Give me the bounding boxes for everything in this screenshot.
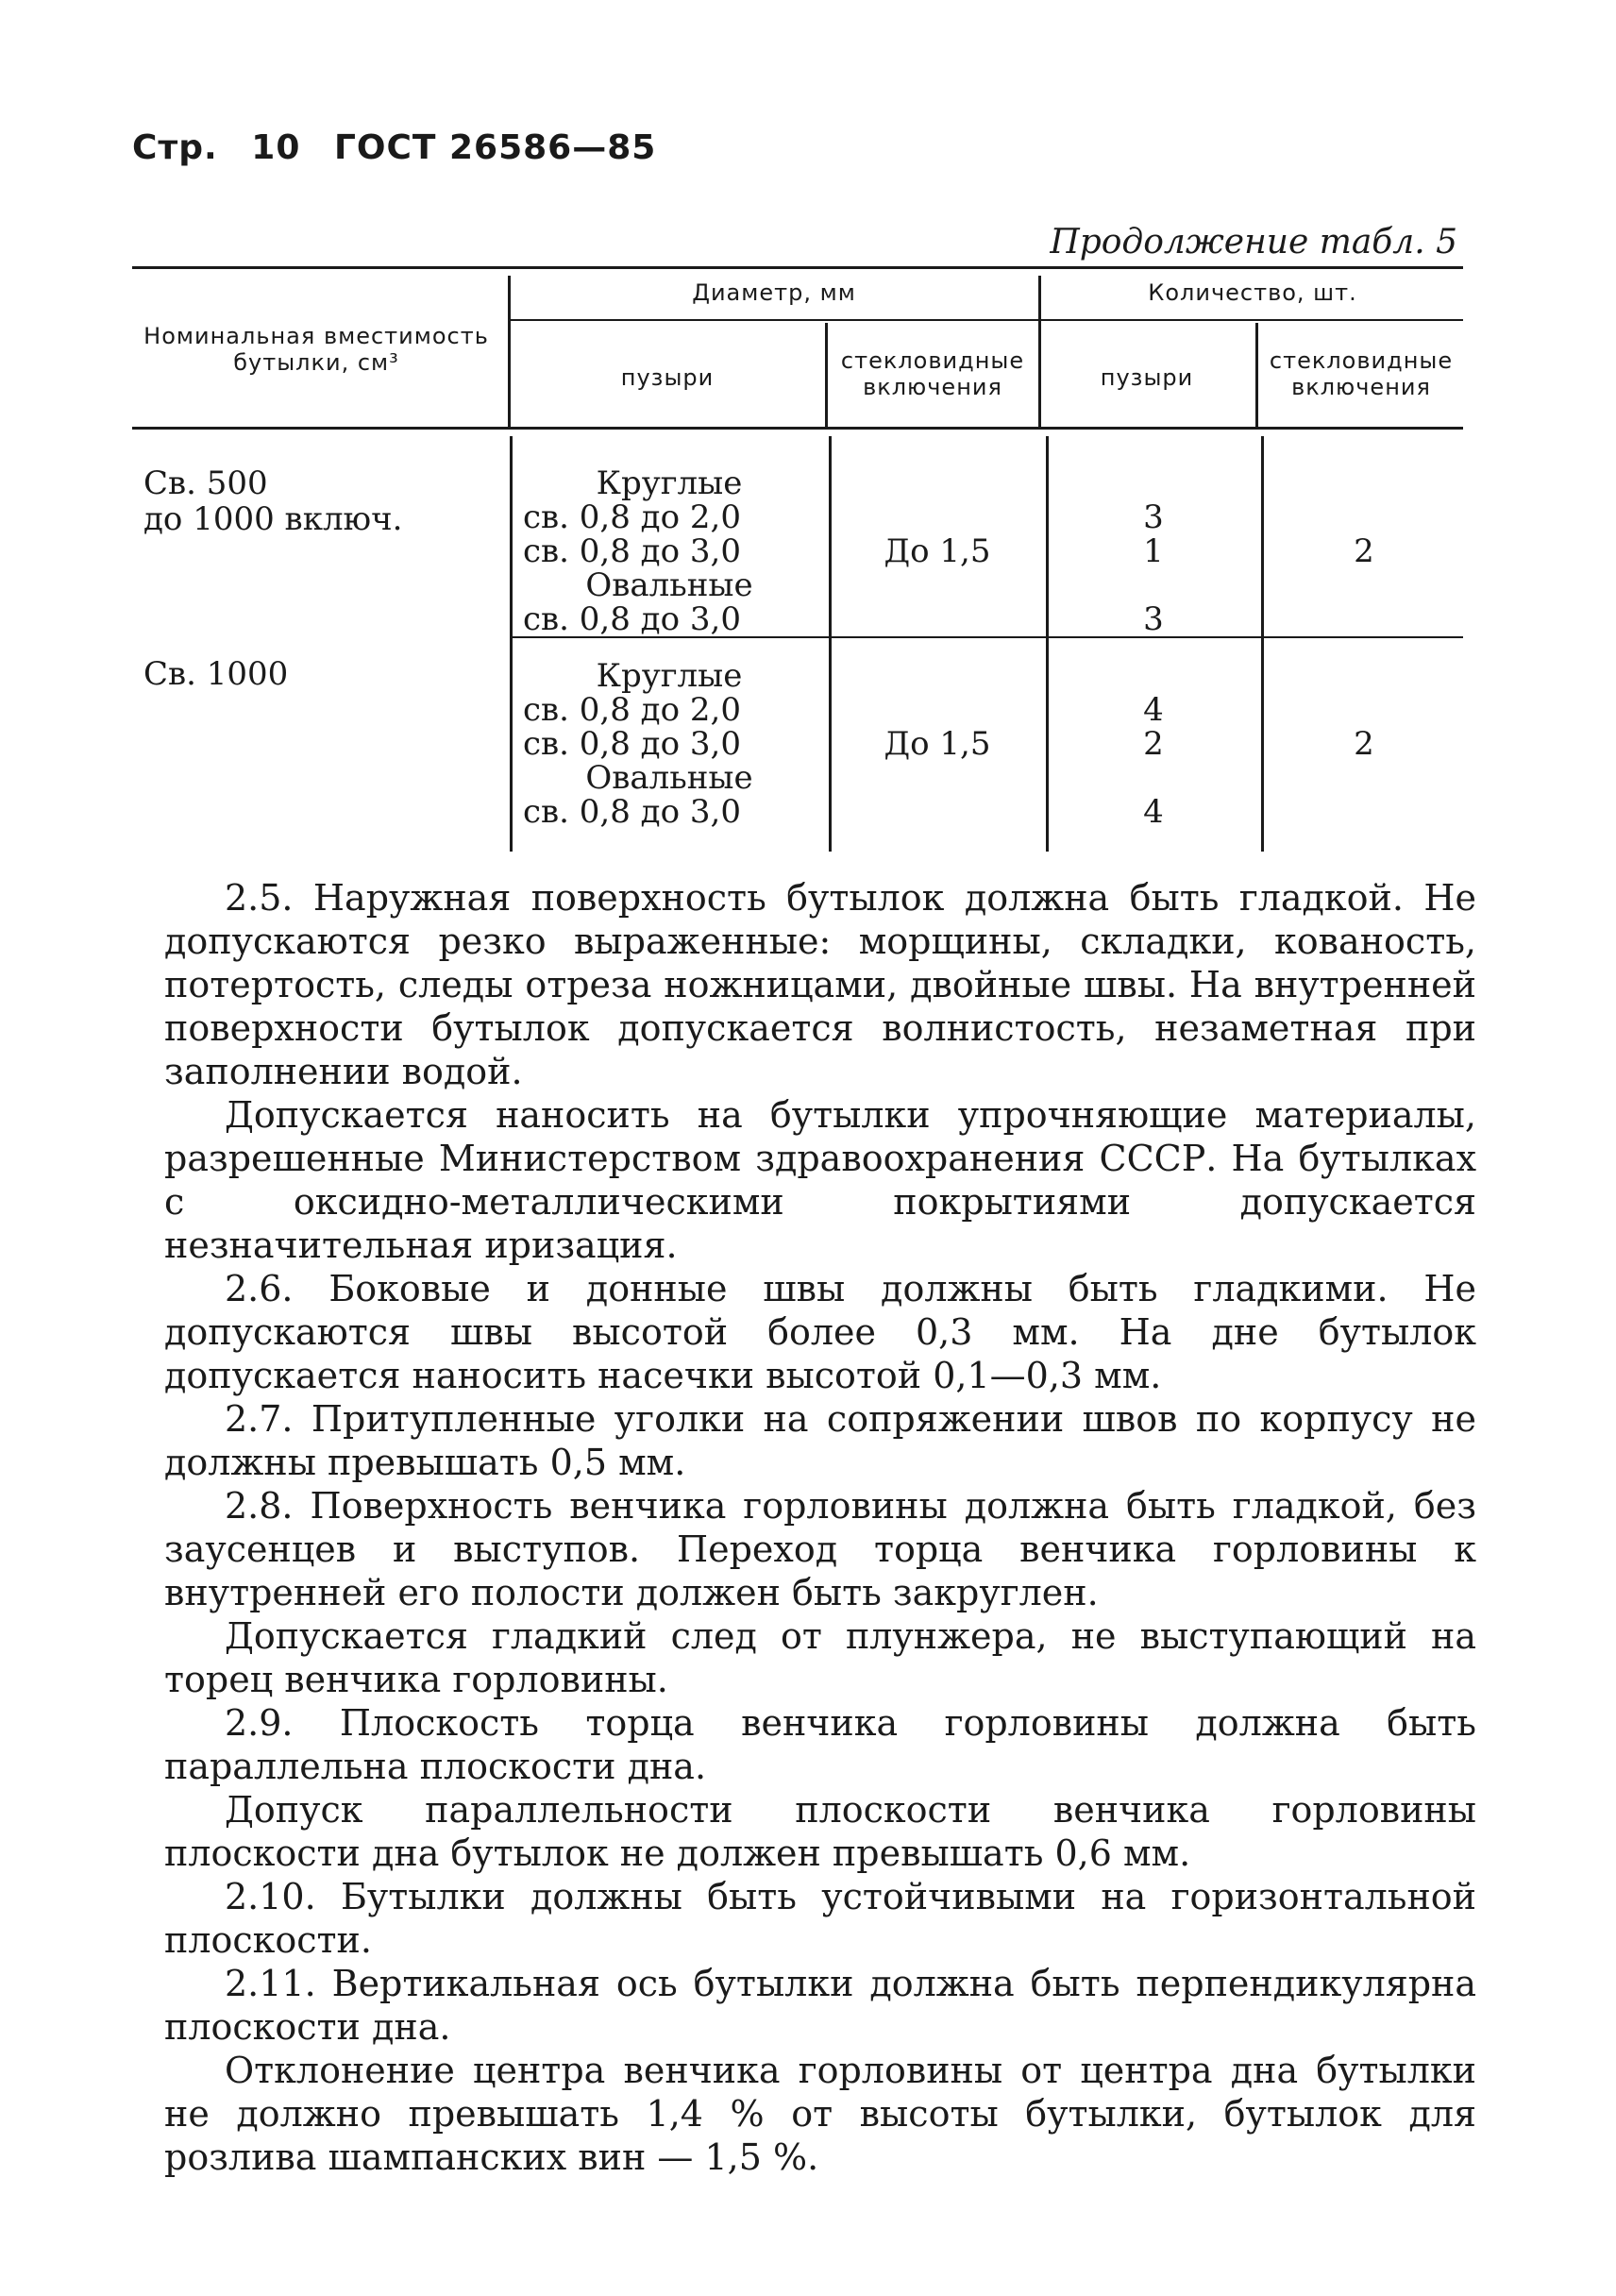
row2-q3: 4 — [1143, 793, 1164, 831]
vrule-head-3 — [1038, 276, 1041, 427]
header-diameter: Диаметр, мм — [692, 279, 856, 306]
row1-q2: 1 — [1143, 532, 1164, 570]
paragraph-2-8: 2.8. Поверхность венчика горловины должна быть гладкой, без заусенцев и выступов. Переход торца венчика горловины к внутренней его полости должен быть закруглен. — [164, 1485, 1476, 1613]
header-capacity: Номинальная вместимость бутылки, см³ — [143, 323, 489, 376]
row2-q1: 4 — [1143, 691, 1164, 729]
paragraph-2-7: 2.7. Притупленные уголки на сопряжении швов по корпусу не должны превышать 0,5 мм. — [164, 1398, 1476, 1483]
row1-round-label: Круглые — [596, 464, 743, 502]
table-top-rule — [132, 266, 1463, 269]
header-quantity-glassy: стекловидные включения — [1269, 347, 1454, 400]
standard-code: ГОСТ 26586—85 — [333, 128, 657, 167]
page-prefix: Стр. — [132, 128, 218, 167]
vrule-body-3 — [1046, 436, 1049, 852]
header-quantity: Количество, шт. — [1148, 279, 1357, 306]
row2-round-d2: св. 0,8 до 3,0 — [523, 725, 741, 763]
paragraph-2-6: 2.6. Боковые и донные швы должны быть гладкими. Не допускаются швы высотой более 0,3 мм. На дне бутылок допускается наносить насечки высотой 0,1—0,3 мм. — [164, 1268, 1476, 1396]
row1-q3: 3 — [1143, 600, 1164, 638]
row1-oval-label: Овальные — [585, 566, 753, 604]
row1-capacity-line2: до 1000 включ. — [143, 500, 403, 538]
row2-oval-d3: св. 0,8 до 3,0 — [523, 793, 741, 831]
header-bottom-rule — [132, 427, 1463, 430]
header-diameter-glassy: стекловидные включения — [840, 347, 1025, 400]
header-quantity-bubbles: пузыри — [1100, 364, 1194, 391]
table-continuation-label: Продолжение табл. 5 — [1050, 223, 1457, 262]
row1-round-d1: св. 0,8 до 2,0 — [523, 498, 741, 536]
group-header-rule — [510, 319, 1463, 321]
vrule-body-1 — [510, 436, 513, 852]
header-diameter-bubbles: пузыри — [620, 364, 715, 391]
paragraph-2-11-cont: Отклонение центра венчика горловины от центра дна бутылки не должно превышать 1,4 % от высоты бутылки, бутылок для розлива шампанских вин — 1,5 %. — [164, 2050, 1476, 2178]
vrule-head-2 — [825, 323, 828, 427]
row1-glassy-diameter: До 1,5 — [884, 532, 991, 570]
vrule-head-1 — [508, 276, 511, 427]
paragraph-2-9-cont: Допуск параллельности плоскости венчика горловины плоскости дна бутылок не должен превышать 0,6 мм. — [164, 1789, 1476, 1874]
row2-glassy-diameter: До 1,5 — [884, 725, 991, 763]
row2-oval-label: Овальные — [585, 759, 753, 797]
row1-glassy-quantity: 2 — [1354, 532, 1374, 570]
row1-q1: 3 — [1143, 498, 1164, 536]
defects-table — [132, 266, 1463, 870]
row2-round-d1: св. 0,8 до 2,0 — [523, 691, 741, 729]
vrule-body-4 — [1261, 436, 1264, 852]
row2-glassy-quantity: 2 — [1354, 725, 1374, 763]
row1-oval-d3: св. 0,8 до 3,0 — [523, 600, 741, 638]
row1-capacity-line1: Св. 500 — [143, 464, 268, 502]
paragraph-2-10: 2.10. Бутылки должны быть устойчивыми на горизонтальной плоскости. — [164, 1876, 1476, 1961]
paragraph-2-8-cont: Допускается гладкий след от плунжера, не выступающий на торец венчика горловины. — [164, 1615, 1476, 1700]
paragraph-2-9: 2.9. Плоскость торца венчика горловины должна быть параллельна плоскости дна. — [164, 1702, 1476, 1787]
paragraph-2-11: 2.11. Вертикальная ось бутылки должна быть перпендикулярна плоскости дна. — [164, 1963, 1476, 2048]
row2-round-label: Круглые — [596, 657, 743, 695]
body-text — [164, 876, 1476, 2179]
paragraph-2-5: 2.5. Наружная поверхность бутылок должна быть гладкой. Не допускаются резко выраженные: морщины, складки, кованость, потертость, следы отреза ножницами, двойные швы. На внутренней поверхности бутылок допускается волнистость, незаметная при заполнении водой. — [164, 877, 1476, 1092]
row1-round-d2: св. 0,8 до 3,0 — [523, 532, 741, 570]
vrule-head-4 — [1255, 323, 1258, 427]
row2-capacity-line1: Св. 1000 — [143, 655, 289, 693]
paragraph-2-5-cont: Допускается наносить на бутылки упрочняющие материалы, разрешенные Министерством здравоохранения СССР. На бутылках с оксидно-металлическими покрытиями допускается незначительная иризация. — [164, 1094, 1476, 1266]
page-number: 10 — [251, 128, 301, 167]
page-header — [132, 128, 677, 167]
row2-q2: 2 — [1143, 725, 1164, 763]
vrule-body-2 — [829, 436, 832, 852]
